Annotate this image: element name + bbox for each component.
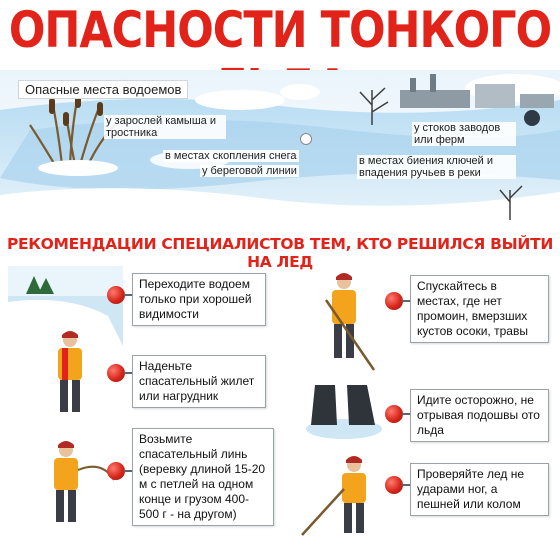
recommendations-title: РЕКОМЕНДАЦИИ СПЕЦИАЛИСТОВ ТЕМ, КТО РЕШИЛСЯ ВЫЙТИ НА ЛЕД — [6, 235, 554, 271]
tip-vest: Наденьте спасательный жилет или нагрудник — [132, 355, 266, 408]
tip-walk: Идите осторожно, не отрывая подошвы ото льда — [410, 389, 549, 442]
person-descending-illustration — [312, 270, 382, 380]
bullet-rope — [107, 462, 125, 480]
bullet-vest — [107, 364, 125, 382]
bullet-visibility — [107, 286, 125, 304]
label-factories: у стоков заводов или ферм — [412, 122, 516, 146]
bullet-check — [385, 476, 403, 494]
person-rope-illustration — [42, 440, 117, 530]
tip-check: Проверяйте лед не ударами ног, а пешней или колом — [410, 463, 549, 516]
boots-on-ice-illustration — [305, 385, 383, 440]
scene-heading: Опасные места водоемов — [18, 80, 188, 99]
tip-visibility: Переходите водоем только при хорошей видимости — [132, 273, 266, 326]
page-title: ОПАСНОСТИ ТОНКОГО — [8, 2, 552, 60]
marker-snow — [300, 133, 312, 145]
person-checking-ice-illustration — [298, 455, 388, 540]
bullet-walk — [385, 405, 403, 423]
person-life-vest-illustration — [48, 330, 93, 420]
label-snow: в местах скопления снега — [165, 150, 297, 162]
label-shore: у береговой линии — [202, 165, 297, 177]
tip-descend: Спускайтесь в местах, где нет промоин, вмерзших кустов осоки, травы — [410, 275, 549, 343]
bullet-descend — [385, 292, 403, 310]
tip-rope: Возьмите спасательный линь (веревку длиной 15-20 м с петлей на одном конце и грузом 400-500 г - на другом) — [132, 428, 274, 526]
label-springs: в местах биения ключей и впадения ручьев в реки — [357, 155, 516, 179]
label-reeds: у зарослей камыша и тростника — [104, 115, 226, 139]
